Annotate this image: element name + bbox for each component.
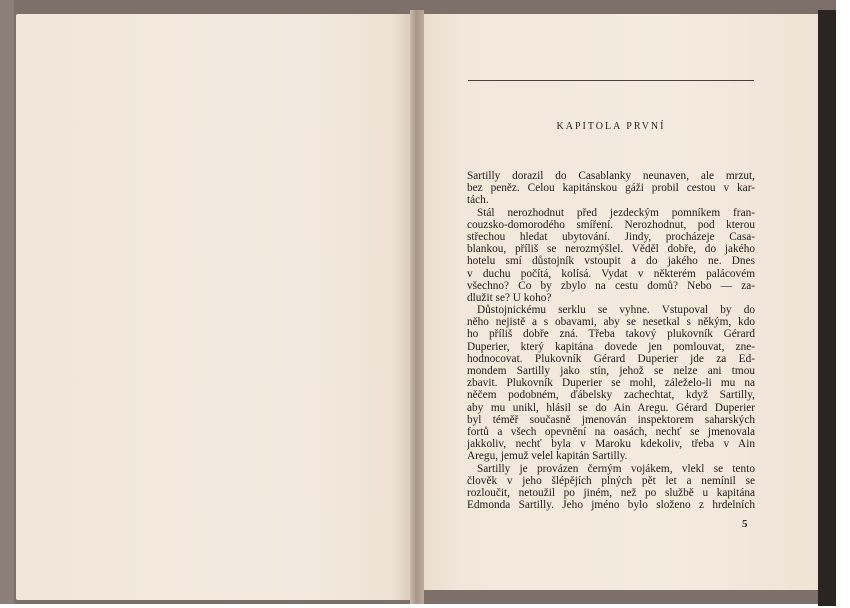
- cover-edge: [0, 0, 14, 604]
- text-line: něčem podobném, ďábelsky zachechtat, když Sartilly,: [467, 389, 755, 402]
- text-line: Duperier, který kapitána dovede jen pomlouvat, zne-: [467, 340, 755, 353]
- text-line: mondem Sartilly jako stín, jehož se nelze ani tmou: [467, 365, 755, 377]
- text-line: couzsko-domorodého smíření. Nerozhodnut, pod kterou: [467, 218, 755, 231]
- body-text: [467, 170, 755, 511]
- text-line: zbavit. Plukovník Duperier se mohl, záleželo-li mu na: [467, 377, 755, 390]
- text-line: Edmonda Sartilly. Jeho jméno bylo složeno z hrdelních: [467, 499, 755, 512]
- text-line: Sartilly je provázen černým vojákem, vlekl se tento: [477, 462, 755, 475]
- text-line: dlužit se? U koho?: [467, 291, 552, 304]
- header-rule: [468, 80, 754, 81]
- left-page-blank: [16, 14, 412, 600]
- text-line: fortů a všech opevnění na oasách, nechť se jmenovala: [467, 425, 755, 438]
- text-line: něho nejistě a s obavami, aby se nesetkal s někým, kdo: [467, 316, 755, 329]
- text-line: Stál nerozhodnut před jezdeckým pomníkem fran-: [477, 206, 755, 219]
- book-gutter: [410, 10, 424, 604]
- chapter-title: KAPITOLA PRVNÍ: [556, 121, 666, 132]
- text-line: Aregu, jemuž velel kapitán Sartilly.: [467, 450, 628, 463]
- page-number: 5: [742, 518, 748, 530]
- text-line: ho příliš dobře zná. Třeba takový plukovník Gérard: [467, 328, 755, 341]
- text-line: Sartilly dorazil do Casablanky neunaven, ale mrzut,: [467, 170, 755, 182]
- text-line: střechou hledat ubytování. Jindy, procházeje Casa-: [467, 230, 755, 243]
- text-line: aby mu unikl, hlásil se do Ain Aregu. Gérard Duperier: [467, 401, 755, 414]
- text-line: člověk v jeho šlépějích plných pět let a nemínil se: [467, 474, 755, 487]
- text-line: hodnocovat. Plukovník Gérard Duperier jde za Ed-: [467, 352, 755, 365]
- text-line: jakkoliv, nechť byla v Maroku kdekoliv, třeba v Ain: [467, 438, 755, 451]
- text-line: byl téměř současně jmenován inspektorem saharských: [467, 413, 755, 426]
- text-line: tách.: [467, 194, 489, 207]
- text-line: hotelu smí důstojník vstoupit a do jakého ne. Dnes: [467, 255, 755, 268]
- text-line: blankou, příliš se nerozmýšlel. Věděl dobře, do jakého: [467, 243, 755, 256]
- text-line: Důstojnickému serklu se vyhne. Vstupoval by do: [477, 304, 755, 317]
- text-line: v duchu počítá, kolísá. Vydat v některém palácovém: [467, 267, 755, 280]
- page-edge-shadow: [818, 10, 836, 606]
- text-line: všechno? Co by zbylo na cestu domů? Nebo — za-: [467, 279, 755, 292]
- text-line: rozloučit, netoužil po jiném, než po službě u kapitána: [467, 486, 755, 499]
- text-line: bez peněz. Celou kapitánskou gáži probil cestou v kar-: [467, 182, 755, 195]
